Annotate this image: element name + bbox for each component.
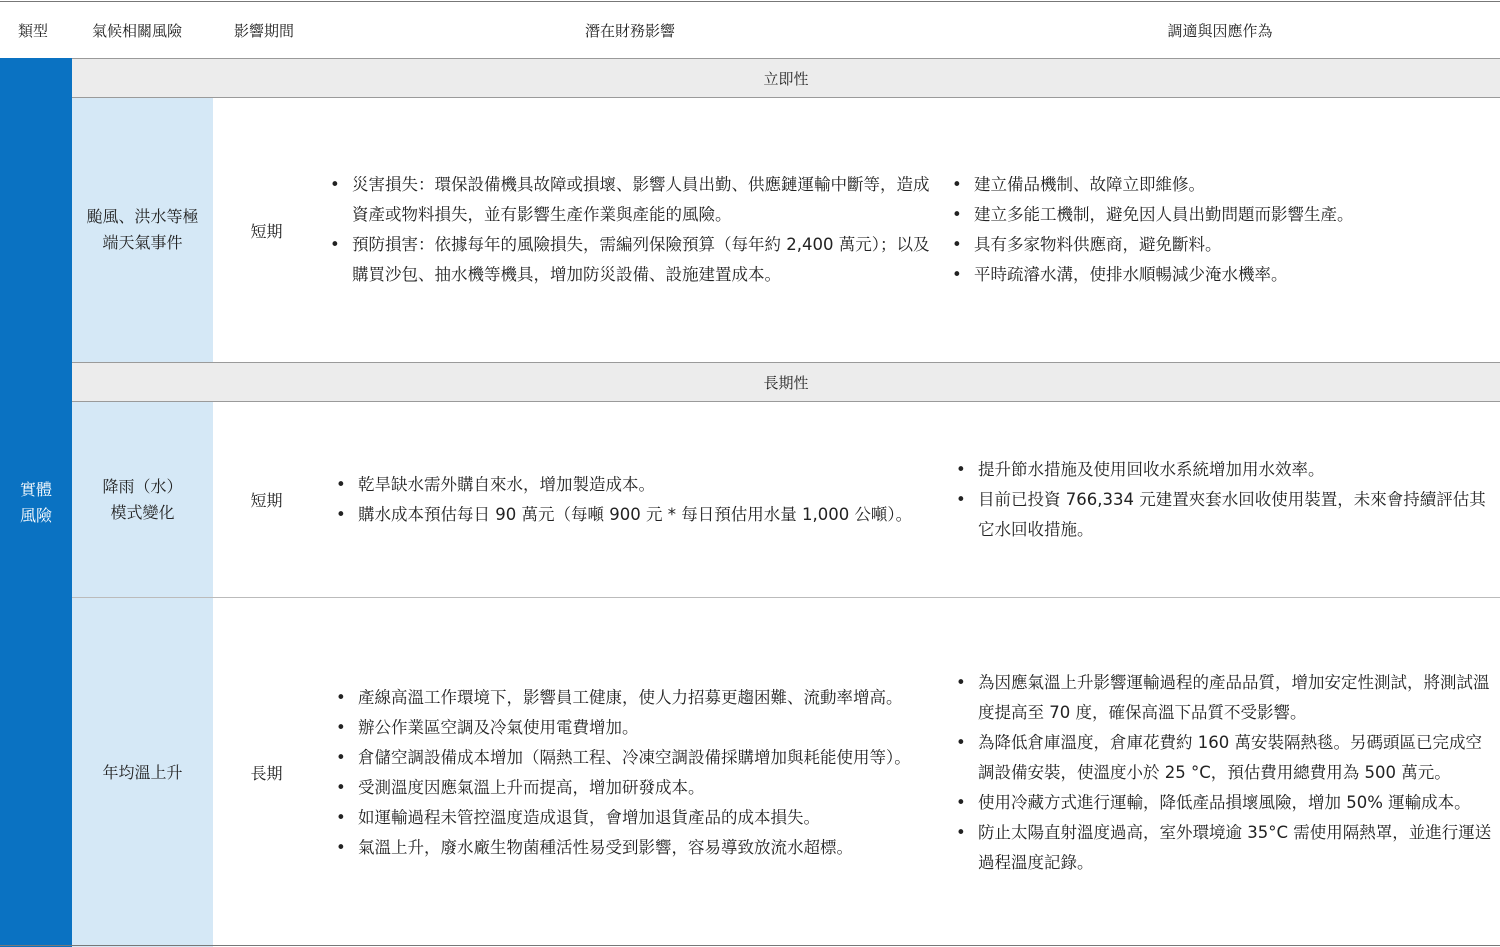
impact-item: • 乾旱缺水需外購自來水，增加製造成本。 <box>328 470 912 500</box>
header-risk: 氣候相關風險 <box>92 21 183 40</box>
impact-item: • 倉儲空調設備成本增加（隔熱工程、冷凍空調設備採購增加與耗能使用等）。 <box>328 743 911 773</box>
impact-cell <box>328 598 932 947</box>
impact-item: • 災害損失：環保設備機具故障或損壞、影響人員出勤、供應鏈運輸中斷等，造成資產或物料損失，並有影響生產作業與產能的風險。 <box>322 170 940 230</box>
header-impact: 潛在財務影響 <box>584 21 675 40</box>
impact-cell <box>322 98 940 362</box>
section-chronic <box>72 362 1500 402</box>
actions-cell <box>944 98 1500 362</box>
risk-label: 降雨（水）模式變化 <box>102 476 183 522</box>
risk-cell <box>72 98 213 362</box>
action-item: • 使用冷藏方式進行運輸，降低產品損壞風險，增加 50% 運輸成本。 <box>948 788 1494 818</box>
section-acute-label: 立即性 <box>763 69 809 88</box>
action-item: • 為降低倉庫溫度，倉庫花費約 160 萬安裝隔熱毯。另碼頭區已完成空調設備安裝，使溫度小於 25 °C，預估費用總費用為 500 萬元。 <box>948 728 1494 788</box>
action-item: • 為因應氣溫上升影響運輸過程的產品品質，增加安定性測試，將測試溫度提高至 70 度，確保高溫下品質不受影響。 <box>948 668 1494 728</box>
header-period: 影響期間 <box>234 21 295 40</box>
risk-label: 年均溫上升 <box>102 762 183 782</box>
impact-item: • 如運輸過程未管控溫度造成退貨，會增加退貨產品的成本損失。 <box>328 803 911 833</box>
risk-cell <box>72 598 213 947</box>
category-label: 實體風險 <box>19 479 52 525</box>
header-actions: 調適與因應作為 <box>1167 21 1273 40</box>
impact-list <box>328 470 912 530</box>
risk-cell <box>72 402 213 597</box>
period-cell: 短期 <box>250 491 283 510</box>
impact-item: • 購水成本預估每日 90 萬元（每噸 900 元 * 每日預估用水量 1,000 公噸）。 <box>328 500 912 530</box>
period-cell: 長期 <box>250 764 283 783</box>
category-cell <box>0 58 72 947</box>
period-cell: 短期 <box>250 221 283 241</box>
bottom-border <box>0 945 1500 946</box>
actions-list <box>948 455 1494 545</box>
impact-item: • 預防損害：依據每年的風險損失，需編列保險預算（每年約 2,400 萬元）；以及購買沙包、抽水機等機具，增加防災設備、設施建置成本。 <box>322 230 940 290</box>
action-item: • 防止太陽直射溫度過高，室外環境逾 35°C 需使用隔熱罩，並進行運送過程溫度記錄。 <box>948 818 1494 878</box>
risk-label: 颱風、洪水等極端天氣事件 <box>86 207 199 252</box>
action-item: • 平時疏濬水溝，使排水順暢減少淹水機率。 <box>944 260 1354 290</box>
impact-list <box>328 683 911 863</box>
header-type: 類型 <box>18 21 49 40</box>
action-item: • 具有多家物料供應商，避免斷料。 <box>944 230 1354 260</box>
action-item: • 目前已投資 766,334 元建置夾套水回收使用裝置，未來會持續評估其它水回收措施。 <box>948 485 1494 545</box>
section-acute <box>72 58 1500 98</box>
actions-list <box>948 668 1494 878</box>
impact-list <box>322 170 940 290</box>
section-chronic-label: 長期性 <box>763 373 809 392</box>
impact-item: • 辦公作業區空調及冷氣使用電費增加。 <box>328 713 911 743</box>
action-item: • 建立備品機制、故障立即維修。 <box>944 170 1354 200</box>
impact-item: • 受測溫度因應氣溫上升而提高，增加研發成本。 <box>328 773 911 803</box>
actions-list <box>944 170 1354 290</box>
actions-cell <box>948 598 1494 947</box>
impact-cell <box>328 402 932 597</box>
action-item: • 提升節水措施及使用回收水系統增加用水效率。 <box>948 455 1494 485</box>
actions-cell <box>948 402 1494 597</box>
impact-item: • 氣溫上升，廢水廠生物菌種活性易受到影響，容易導致放流水超標。 <box>328 833 911 863</box>
action-item: • 建立多能工機制，避免因人員出勤問題而影響生產。 <box>944 200 1354 230</box>
impact-item: • 產線高溫工作環境下，影響員工健康，使人力招募更趨困難、流動率增高。 <box>328 683 911 713</box>
